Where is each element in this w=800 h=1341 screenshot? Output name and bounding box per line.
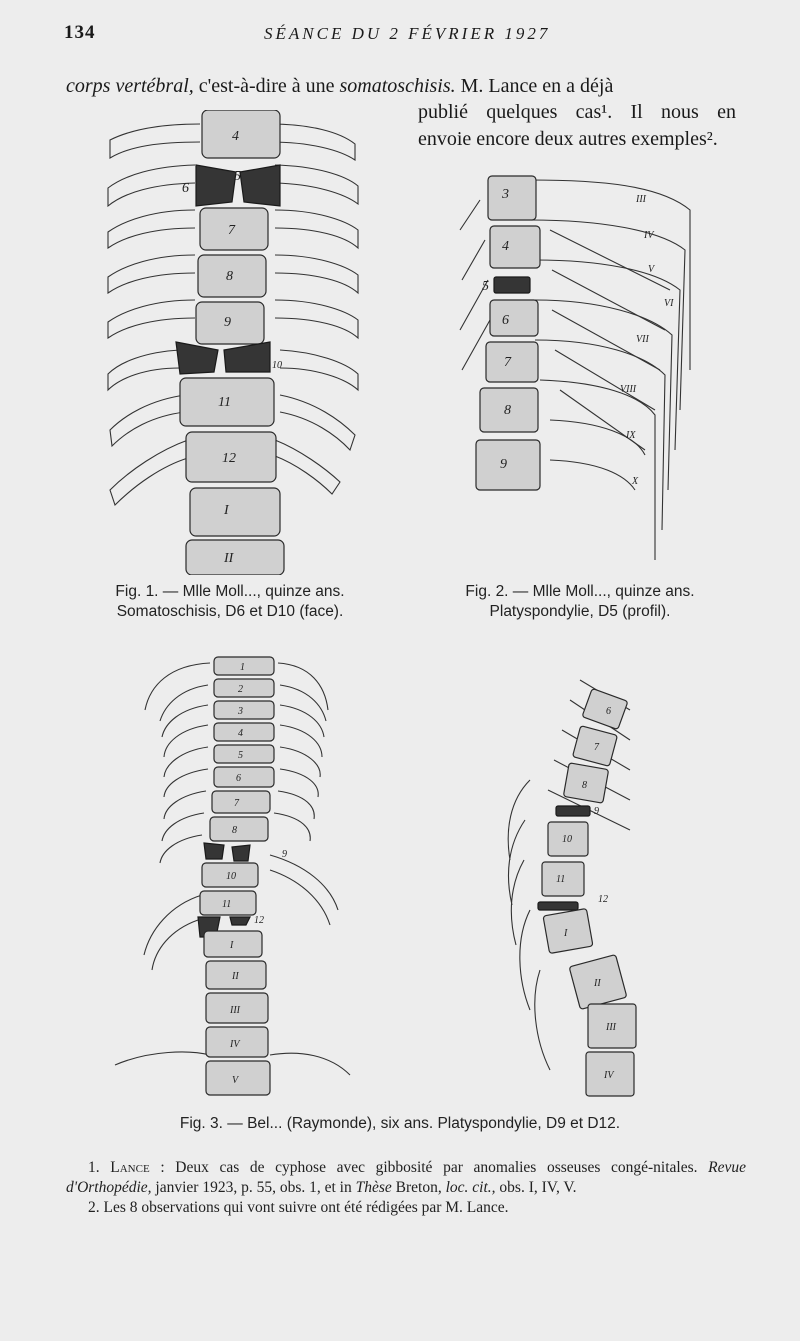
fig2-rib-label: VIII bbox=[620, 384, 637, 395]
text-italic-corps: corps vertébral, bbox=[66, 75, 194, 97]
vertebra-l1 bbox=[190, 488, 280, 536]
vertebra-d4 bbox=[490, 226, 540, 268]
fig2-label: 8 bbox=[504, 403, 511, 418]
page-number: 134 bbox=[64, 22, 96, 43]
figure-3-spine-profile bbox=[490, 670, 680, 1100]
fig3-left-label: V bbox=[232, 1075, 239, 1086]
figure-3-profile-vertebrae bbox=[538, 688, 636, 1096]
fn-journal: Revue d'Orthopédie, bbox=[66, 1159, 746, 1196]
fig3-left-label: 6 bbox=[236, 773, 241, 784]
fig2-rib-label: IX bbox=[626, 430, 636, 441]
fn-these: Thèse bbox=[355, 1179, 392, 1196]
vertebra-d4 bbox=[202, 110, 280, 158]
running-head bbox=[64, 22, 744, 52]
fn-text: Breton, bbox=[391, 1179, 446, 1196]
fig1-label: 4 bbox=[232, 129, 239, 144]
figure-1-vertebrae bbox=[176, 110, 284, 575]
f3-vertebra-d9-right bbox=[232, 845, 250, 861]
fig3-left-label: 9 bbox=[282, 849, 287, 860]
caption-line: Fig. 1. — Mlle Moll..., quinze ans. bbox=[115, 583, 345, 600]
footnote-2: 2. Les 8 observations qui vont suivre ont été rédigées par M. Lance. bbox=[88, 1199, 509, 1216]
caption-line: Somatoschisis, D6 et D10 (face). bbox=[116, 603, 344, 620]
fig3-left-label: 2 bbox=[238, 684, 243, 695]
figure-1-spine-front bbox=[100, 110, 370, 575]
fig3-right-label: 11 bbox=[556, 874, 566, 885]
fig2-rib-label: X bbox=[632, 476, 639, 487]
f3-vertebra-d5 bbox=[214, 745, 274, 763]
f3p-vertebra-d12 bbox=[538, 902, 578, 910]
fig2-label: 9 bbox=[500, 457, 507, 472]
vertebra-d10-left-half bbox=[176, 342, 218, 374]
figure-1-drawing bbox=[100, 110, 370, 575]
caption-line: Fig. 3. — Bel... (Raymonde), six ans. Platyspondylie, D9 et D12. bbox=[179, 1115, 621, 1132]
body-text-line-1 bbox=[66, 73, 746, 100]
fig3-left-label: IV bbox=[230, 1039, 240, 1050]
f3p-vertebra-l1 bbox=[543, 908, 593, 953]
fig3-right-label: 7 bbox=[594, 742, 599, 753]
f3-vertebra-d2 bbox=[214, 679, 274, 697]
f3-vertebra-d3 bbox=[214, 701, 274, 719]
vertebra-d6-right-half bbox=[240, 165, 280, 206]
fig3-right-label: III bbox=[606, 1022, 616, 1033]
fig2-label: 3 bbox=[502, 187, 509, 202]
footnotes bbox=[66, 1158, 746, 1218]
figure-1-caption bbox=[80, 582, 380, 622]
figure-3-profile-drawing bbox=[490, 670, 680, 1100]
fig3-left-label: 12 bbox=[254, 915, 264, 926]
f3-vertebra-d12-right bbox=[230, 917, 250, 925]
vertebra-d3 bbox=[488, 176, 536, 220]
fig2-rib-label: III bbox=[636, 194, 646, 205]
fn-number: 1. bbox=[88, 1159, 111, 1176]
f3-vertebra-d9-left bbox=[204, 843, 224, 859]
fig3-left-label: 3 bbox=[238, 706, 243, 717]
fig1-label: 5 bbox=[234, 169, 241, 184]
fig2-label: 4 bbox=[502, 239, 509, 254]
fn-text: janvier 1923, p. 55, obs. 1, et in bbox=[151, 1179, 356, 1196]
fig3-left-label: 8 bbox=[232, 825, 237, 836]
fig3-left-label: 4 bbox=[238, 728, 243, 739]
vertebra-d9 bbox=[476, 440, 540, 490]
fig3-left-label: I bbox=[230, 940, 234, 951]
fig3-right-label: IV bbox=[604, 1070, 614, 1081]
fig3-right-label: II bbox=[594, 978, 601, 989]
vertebra-d6-left-half bbox=[196, 165, 236, 206]
fig2-rib-label: VI bbox=[664, 298, 674, 309]
figure-2-drawing bbox=[440, 170, 710, 570]
fig1-label: I bbox=[224, 503, 229, 518]
fig3-right-label: 12 bbox=[598, 894, 608, 905]
footnote-1 bbox=[66, 1158, 746, 1198]
vertebra-d7 bbox=[486, 342, 538, 382]
vertebra-d6 bbox=[490, 300, 538, 336]
fig1-label: 8 bbox=[226, 269, 233, 284]
fig3-right-label: 9 bbox=[594, 806, 599, 817]
f3-vertebra-d7 bbox=[212, 791, 270, 813]
body-text-line-3: envoie encore deux autres exemples². bbox=[418, 128, 718, 150]
fig2-label: 6 bbox=[502, 313, 509, 328]
figure-3-front-drawing bbox=[110, 655, 370, 1100]
caption-line: Platyspondylie, D5 (profil). bbox=[489, 603, 671, 620]
fig2-label: 5 bbox=[482, 279, 489, 294]
fn-author: Lance bbox=[110, 1159, 150, 1176]
fig3-left-label: III bbox=[230, 1005, 240, 1016]
fig1-label: 6 bbox=[182, 181, 189, 196]
fig3-left-label: 10 bbox=[226, 871, 236, 882]
text-segment: M. Lance en a déjà bbox=[455, 75, 614, 97]
text-segment: c'est-à-dire à une bbox=[193, 75, 340, 97]
fig2-rib-label: IV bbox=[644, 230, 654, 241]
fig1-label: 9 bbox=[224, 315, 231, 330]
vertebra-d5 bbox=[494, 277, 530, 293]
text-italic-somatoschisis: somatoschisis. bbox=[339, 75, 456, 97]
figure-2-vertebrae bbox=[476, 176, 540, 490]
f3-vertebra-d8 bbox=[210, 817, 268, 841]
fig3-left-label: 11 bbox=[222, 899, 232, 910]
fig3-right-label: 6 bbox=[606, 706, 611, 717]
fig3-right-label: I bbox=[564, 928, 568, 939]
fig1-label: 7 bbox=[228, 223, 235, 238]
fig3-right-label: 8 bbox=[582, 780, 587, 791]
caption-line: Fig. 2. — Mlle Moll..., quinze ans. bbox=[465, 583, 695, 600]
fn-text: obs. I, IV, V. bbox=[495, 1179, 577, 1196]
fig3-left-label: 7 bbox=[234, 798, 239, 809]
fig1-label: 11 bbox=[218, 395, 231, 410]
figure-2-caption bbox=[430, 582, 730, 622]
figure-3-caption bbox=[100, 1114, 700, 1134]
figure-3-spine-front bbox=[110, 655, 370, 1100]
fig2-label: 7 bbox=[504, 355, 511, 370]
f3-vertebra-d6 bbox=[214, 767, 274, 787]
fig3-right-label: 10 bbox=[562, 834, 572, 845]
fig1-label: 10 bbox=[272, 360, 282, 371]
fig1-label: 12 bbox=[222, 451, 236, 466]
fn-loc-cit: loc. cit., bbox=[445, 1179, 496, 1196]
body-text-line-2: publié quelques cas¹. Il nous en bbox=[418, 101, 736, 123]
vertebra-l2 bbox=[186, 540, 284, 575]
fig3-left-label: 1 bbox=[240, 662, 245, 673]
fig2-rib-label: V bbox=[648, 264, 655, 275]
fig1-label: II bbox=[224, 551, 234, 566]
fig3-left-label: 5 bbox=[238, 750, 243, 761]
f3p-vertebra-d6 bbox=[582, 688, 628, 729]
header-title: SÉANCE DU 2 FÉVRIER 1927 bbox=[264, 24, 551, 43]
f3-vertebra-d4 bbox=[214, 723, 274, 741]
fn-text: : Deux cas de cyphose avec gibbosité par anomalies osseuses congé-nitales. bbox=[149, 1159, 709, 1176]
figure-2-spine-profile bbox=[440, 170, 710, 570]
f3p-vertebra-d9 bbox=[556, 806, 590, 816]
fig2-rib-label: VII bbox=[636, 334, 649, 345]
fig3-left-label: II bbox=[232, 971, 239, 982]
vertebra-d10-right-half bbox=[224, 342, 270, 372]
figure-3-front-vertebrae bbox=[198, 657, 274, 1095]
